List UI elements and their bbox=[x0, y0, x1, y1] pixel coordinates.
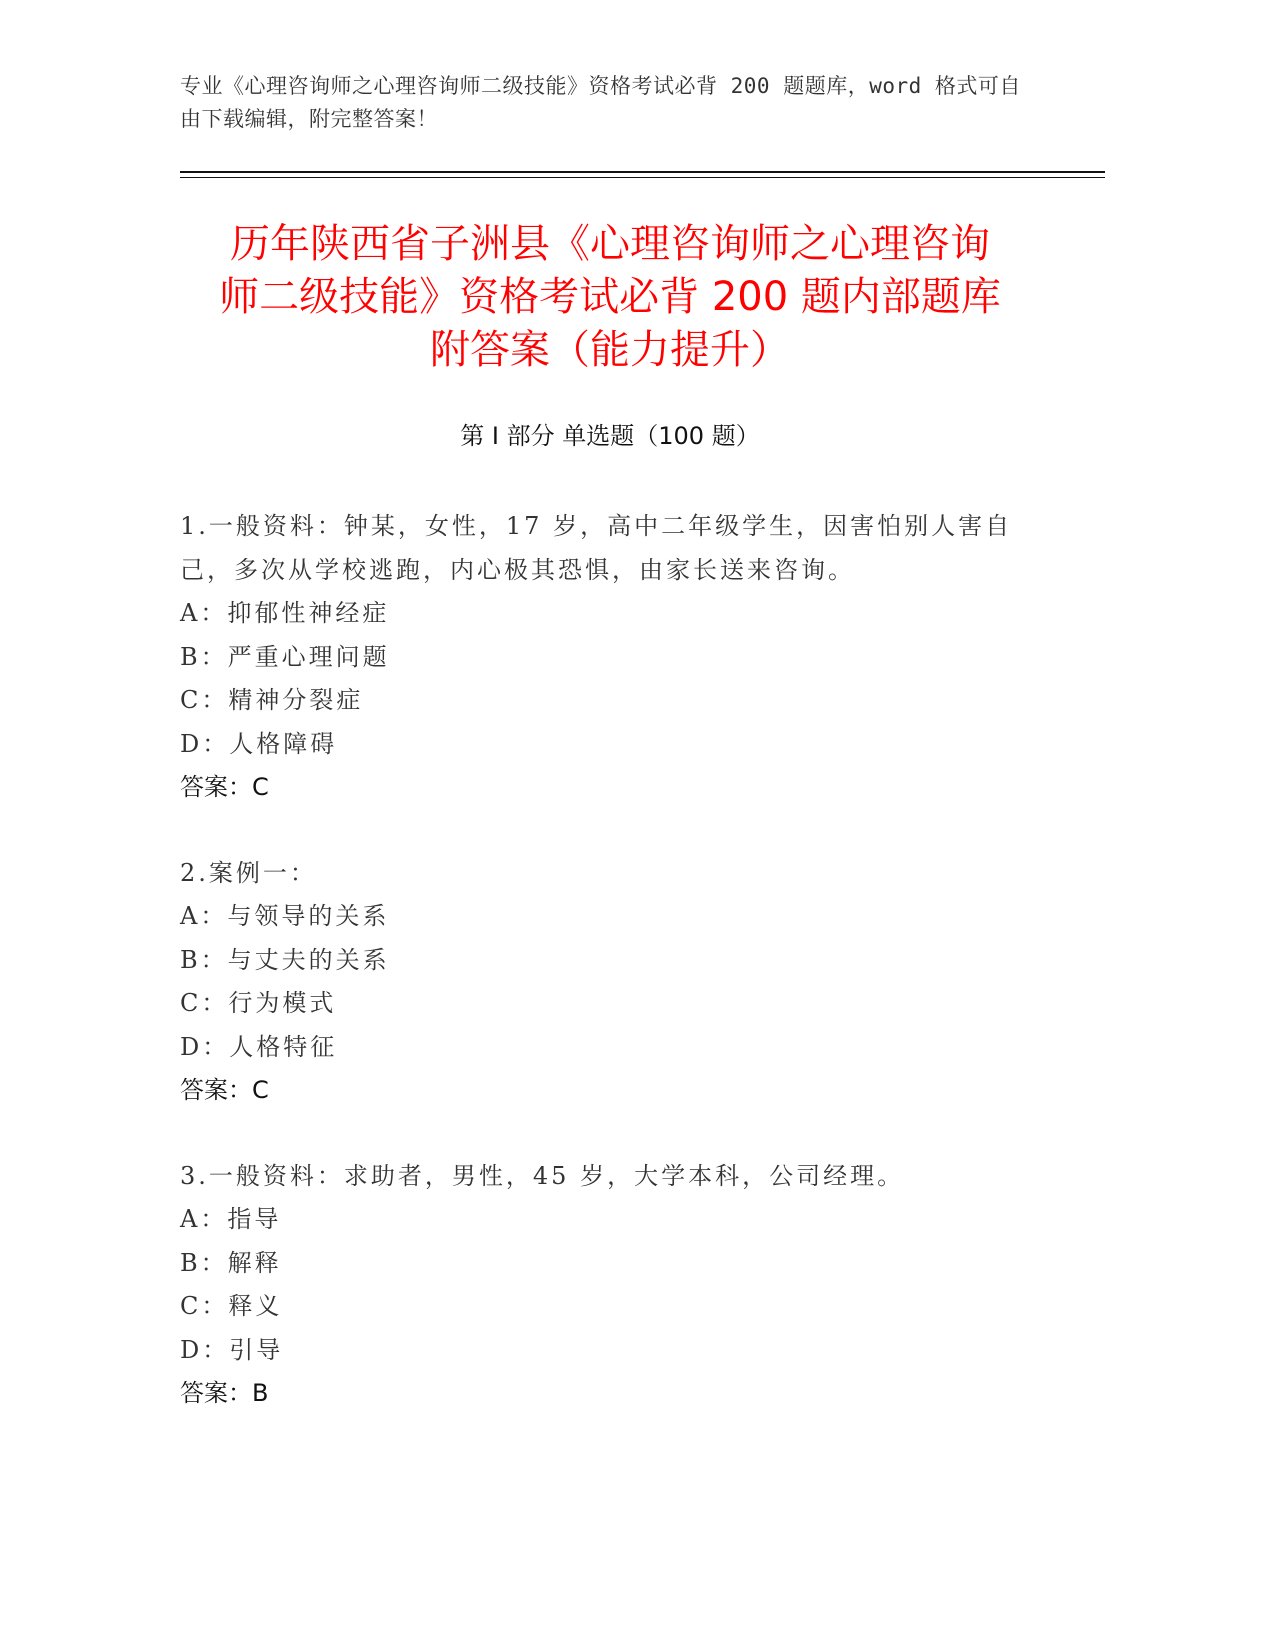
option-d: D：人格障碍 bbox=[180, 729, 338, 758]
section-title: 第 I 部分 单选题（100 题） bbox=[460, 422, 760, 450]
option-b: B：与丈夫的关系 bbox=[180, 945, 390, 974]
question-stem: 1.一般资料：钟某，女性，17 岁，高中二年级学生，因害怕别人害自己，多次从学校逃跑，内心极其恐惧，由家长送来咨询。 bbox=[180, 512, 1013, 584]
question-stem: 3.一般资料：求助者，男性，45 岁，大学本科，公司经理。 bbox=[180, 1161, 905, 1190]
question-2 bbox=[180, 852, 1040, 1113]
header-divider-thick bbox=[180, 171, 1105, 173]
answer-line: 答案：B bbox=[180, 1379, 269, 1407]
answer-line: 答案：C bbox=[180, 773, 269, 801]
option-a: A：抑郁性神经症 bbox=[180, 599, 390, 627]
question-3 bbox=[180, 1155, 1040, 1416]
answer-line: 答案：C bbox=[180, 1076, 269, 1104]
document-title bbox=[180, 218, 1040, 377]
question-stem: 2.案例一： bbox=[180, 858, 317, 887]
option-c: C：行为模式 bbox=[180, 989, 337, 1017]
option-c: C：精神分裂症 bbox=[180, 686, 364, 714]
question-list bbox=[180, 505, 1040, 1458]
option-a: A：指导 bbox=[180, 1205, 282, 1233]
option-c: C：释义 bbox=[180, 1292, 283, 1320]
option-d: D：人格特征 bbox=[180, 1032, 338, 1061]
title-line: 附答案（能力提升） bbox=[430, 327, 790, 373]
title-line: 师二级技能》资格考试必背 200 题内部题库 bbox=[219, 274, 1001, 320]
header-divider-thin bbox=[180, 177, 1105, 178]
option-b: B：严重心理问题 bbox=[180, 642, 390, 671]
option-a: A：与领导的关系 bbox=[180, 902, 390, 930]
option-b: B：解释 bbox=[180, 1248, 282, 1277]
header-note: 专业《心理咨询师之心理咨询师二级技能》资格考试必背 200 题题库，word 格式可自由下载编辑，附完整答案！ bbox=[180, 74, 1021, 131]
title-line: 历年陕西省子洲县《心理咨询师之心理咨询 bbox=[230, 221, 990, 267]
question-1 bbox=[180, 505, 1040, 810]
option-d: D：引导 bbox=[180, 1335, 284, 1364]
